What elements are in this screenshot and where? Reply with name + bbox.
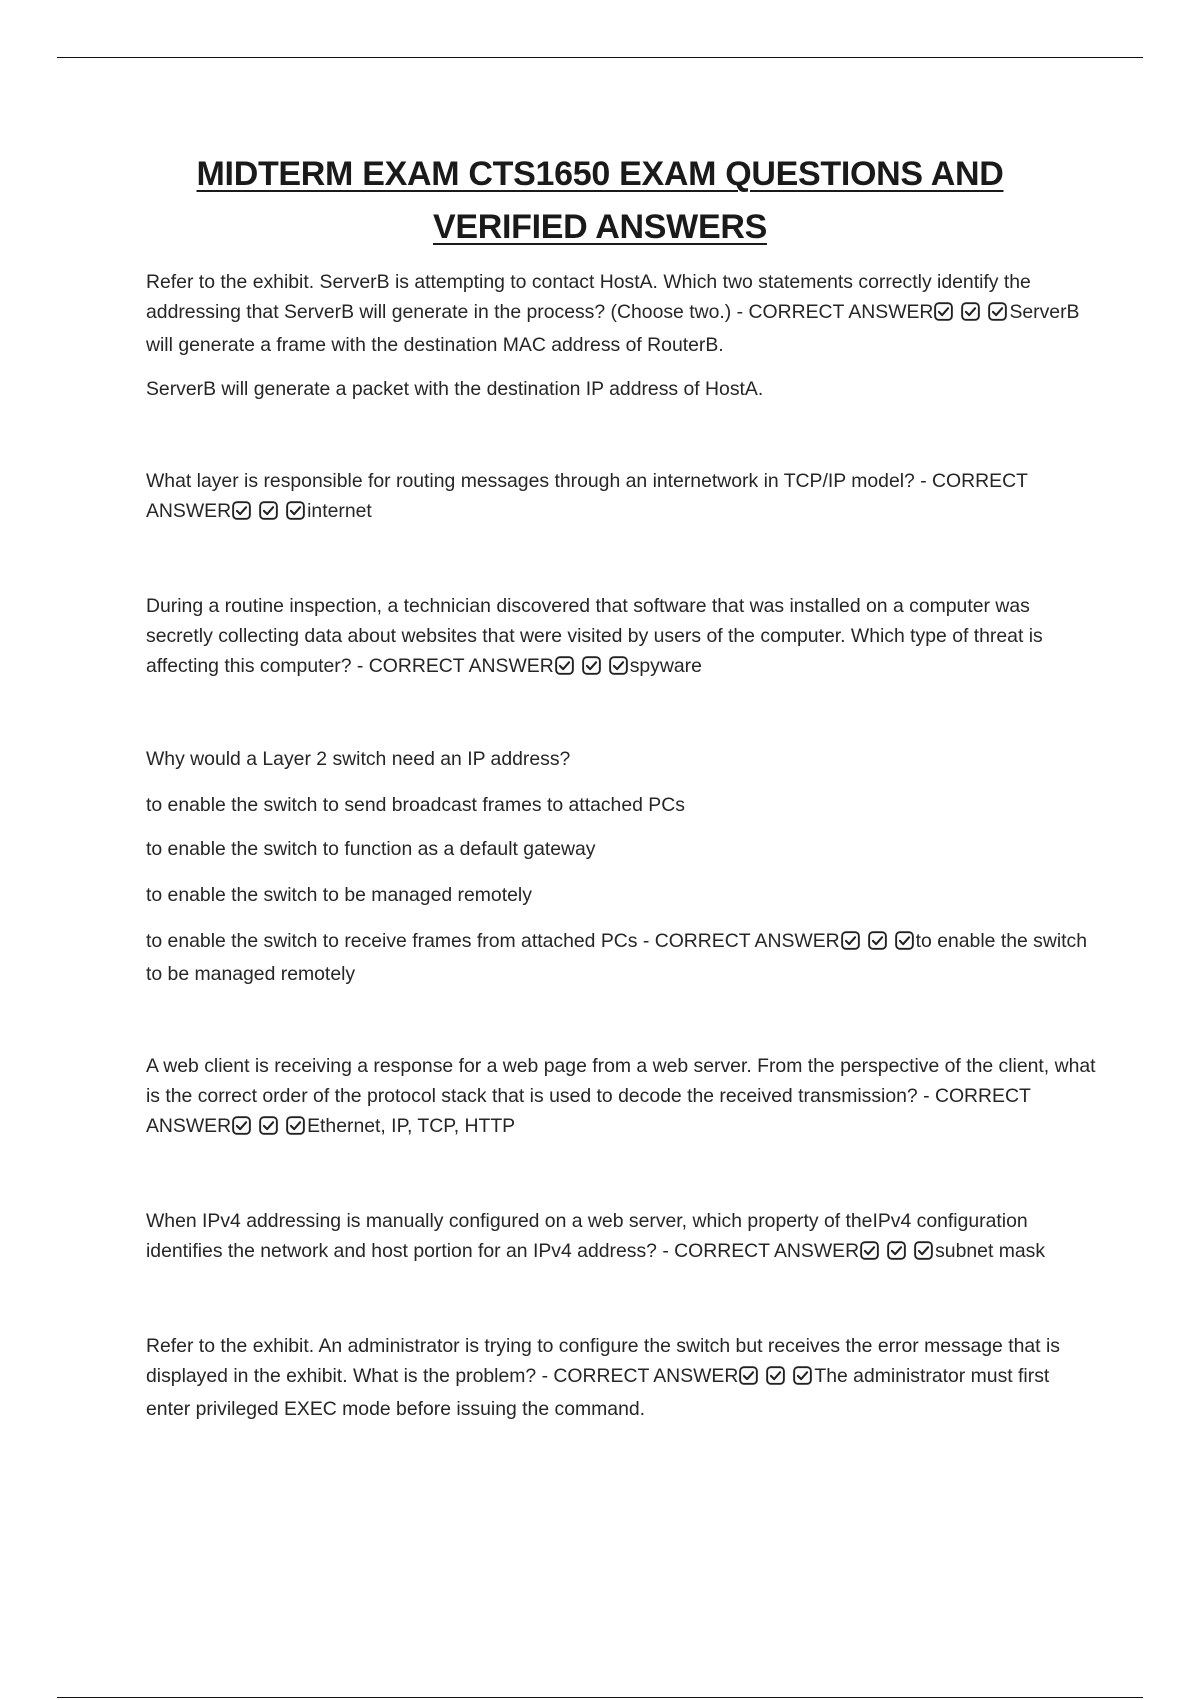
checkbox-checked-icon <box>259 1116 278 1135</box>
question-block <box>146 466 1096 529</box>
checkbox-checked-icon <box>841 931 860 950</box>
checkbox-checked-icon <box>286 1116 305 1135</box>
question-block <box>146 267 1096 360</box>
checkbox-checked-icon <box>286 501 305 520</box>
answer-text: internet <box>307 500 372 522</box>
checkbox-checked-icon <box>232 501 251 520</box>
option-item: to enable the switch to be managed remotely <box>146 884 532 906</box>
answer-text: Ethernet, IP, TCP, HTTP <box>307 1115 516 1137</box>
question-text: Refer to the exhibit. ServerB is attempting to contact HostA. Which two statements correctly identify the addressing that ServerB will generate in the process? (Choose two.) - CORRECT ANSWER <box>146 271 1031 323</box>
question-text: A web client is receiving a response for a web page from a web server. From the perspective of the client, what is the correct order of the protocol stack that is used to decode the received transmission? - CORRECT ANSWER <box>146 1055 1096 1137</box>
option-item: to enable the switch to send broadcast frames to attached PCs <box>146 794 685 816</box>
checkbox-checked-icon <box>793 1366 812 1385</box>
checkbox-checked-icon <box>860 1241 879 1260</box>
question-text: Why would a Layer 2 switch need an IP address? <box>146 748 571 770</box>
checkbox-checked-icon <box>609 656 628 675</box>
correct-answer-marker <box>739 1364 813 1394</box>
answer-text: to enable the switch to be managed remotely <box>146 930 1088 985</box>
checkbox-checked-icon <box>232 1116 251 1135</box>
question-block <box>146 926 1096 989</box>
checkbox-checked-icon <box>555 656 574 675</box>
question-block <box>146 1331 1096 1424</box>
correct-answer-marker <box>232 499 306 529</box>
checkbox-checked-icon <box>887 1241 906 1260</box>
answer-text: spyware <box>629 655 702 677</box>
correct-answer-marker <box>934 300 1008 330</box>
checkbox-checked-icon <box>739 1366 758 1385</box>
checkbox-checked-icon <box>961 302 980 321</box>
checkbox-checked-icon <box>988 302 1007 321</box>
correct-answer-marker <box>841 929 915 959</box>
answer-text: The administrator must first enter privileged EXEC mode before issuing the command. <box>146 1365 1050 1420</box>
bottom-rule <box>57 1697 1143 1698</box>
question-block <box>146 1051 1096 1144</box>
correct-answer-marker <box>860 1239 934 1269</box>
answer-text: ServerB will generate a frame with the destination MAC address of RouterB. <box>146 301 1080 356</box>
checkbox-checked-icon <box>895 931 914 950</box>
checkbox-checked-icon <box>934 302 953 321</box>
answer-text: subnet mask <box>935 1240 1046 1262</box>
question-text: When IPv4 addressing is manually configured on a web server, which property of theIPv4 configuration identifies the network and host portion for an IPv4 address? - CORRECT ANSWER <box>146 1210 1028 1262</box>
checkbox-checked-icon <box>914 1241 933 1260</box>
question-text: What layer is responsible for routing messages through an internetwork in TCP/IP model? - CORRECT ANSWER <box>146 470 1028 522</box>
question-block <box>146 1206 1096 1269</box>
answer-text-continued: ServerB will generate a packet with the destination IP address of HostA. <box>146 378 764 400</box>
question-text: During a routine inspection, a technician discovered that software that was installed on a computer was secretly collecting data about websites that were visited by users of the computer. Which type of threat is affecting this computer? - CORRECT ANSWER <box>146 595 1043 677</box>
checkbox-checked-icon <box>766 1366 785 1385</box>
correct-answer-marker <box>555 654 629 684</box>
question-block <box>146 591 1096 684</box>
checkbox-checked-icon <box>259 501 278 520</box>
document-title: MIDTERM EXAM CTS1650 EXAM QUESTIONS AND VERIFIED ANSWERS <box>196 155 1004 246</box>
question-text: Refer to the exhibit. An administrator is trying to configure the switch but receives the error message that is displayed in the exhibit. What is the problem? - CORRECT ANSWER <box>146 1335 1060 1387</box>
option-item: to enable the switch to function as a default gateway <box>146 838 596 860</box>
checkbox-checked-icon <box>582 656 601 675</box>
option-item: to enable the switch to receive frames from attached PCs - CORRECT ANSWER <box>146 930 840 952</box>
top-rule <box>57 57 1143 58</box>
document-body <box>146 267 1096 1424</box>
checkbox-checked-icon <box>868 931 887 950</box>
correct-answer-marker <box>232 1114 306 1144</box>
